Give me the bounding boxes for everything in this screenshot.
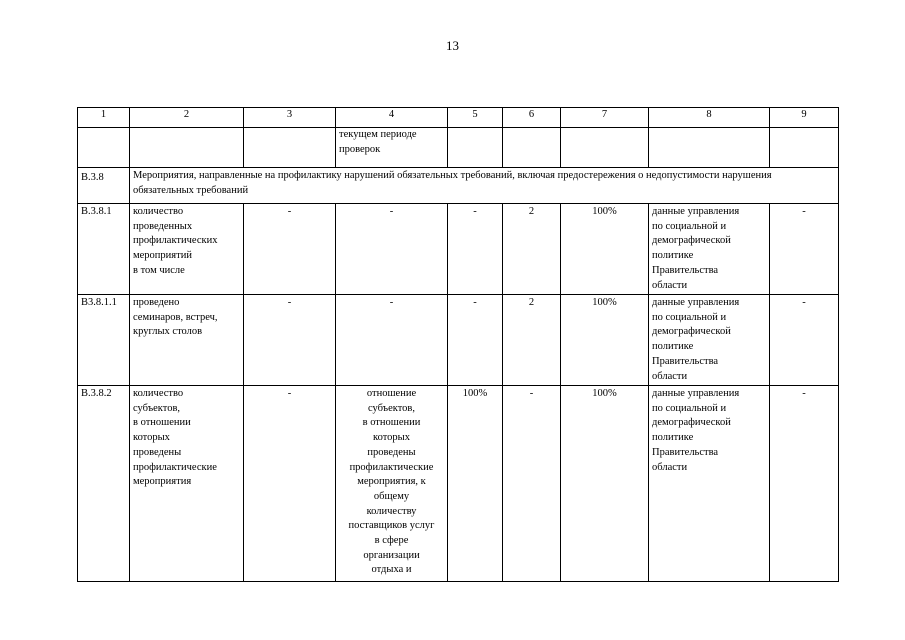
indicators-table [77,107,839,582]
table-cell: отношение субъектов, в отношении которых проведены профилактические мероприятия, к общему количеству поставщиков услуг в сфере организации отдыха и [336,386,448,582]
table-cell: - [770,295,839,386]
row-name: количество субъектов, в отношении которых проведены профилактические мероприятия [130,386,244,582]
table-row [78,295,839,386]
row-code: В.3.8.1 [78,204,130,295]
header-cell: 3 [244,108,336,128]
table-cell [244,128,336,168]
row-code: В.3.8.2 [78,386,130,582]
table-cell: - [336,204,448,295]
table-cell: 2 [503,204,561,295]
header-cell: 2 [130,108,244,128]
header-cell: 9 [770,108,839,128]
table-cell [503,128,561,168]
table-cell [649,128,770,168]
table-cell [130,128,244,168]
section-title: Мероприятия, направленные на профилактику нарушений обязательных требований, включая предостережения о недопустимости нарушения обязательных требований [130,168,839,204]
table-cell: 2 [503,295,561,386]
table-cell [770,128,839,168]
row-name: количество проведенных профилактических мероприятий в том числе [130,204,244,295]
table-cell: текущем периоде проверок [336,128,448,168]
table-cell: 100% [448,386,503,582]
data-source-cell: данные управления по социальной и демографической политике Правительства области [649,204,770,295]
table-row [78,204,839,295]
table-cell: - [336,295,448,386]
data-source-cell: данные управления по социальной и демографической политике Правительства области [649,386,770,582]
table-cell: - [244,204,336,295]
table-cell: - [244,295,336,386]
page-number: 13 [446,38,459,53]
table-cell: - [448,204,503,295]
table-cell: - [448,295,503,386]
continuation-row [78,128,839,168]
header-cell: 5 [448,108,503,128]
header-row [78,108,839,128]
table-cell [448,128,503,168]
table-cell: - [770,386,839,582]
table-cell: - [503,386,561,582]
table-cell: - [770,204,839,295]
section-row [78,168,839,204]
table-cell: 100% [561,295,649,386]
table-cell [561,128,649,168]
header-cell: 8 [649,108,770,128]
data-source-cell: данные управления по социальной и демографической политике Правительства области [649,295,770,386]
row-code: В3.8.1.1 [78,295,130,386]
table-cell: 100% [561,386,649,582]
header-cell: 6 [503,108,561,128]
section-code: В.3.8 [78,168,130,204]
row-name: проведено семинаров, встреч, круглых столов [130,295,244,386]
table-cell: - [244,386,336,582]
table-cell [78,128,130,168]
header-cell: 1 [78,108,130,128]
header-cell: 4 [336,108,448,128]
header-cell: 7 [561,108,649,128]
table-row [78,386,839,582]
table-cell: 100% [561,204,649,295]
